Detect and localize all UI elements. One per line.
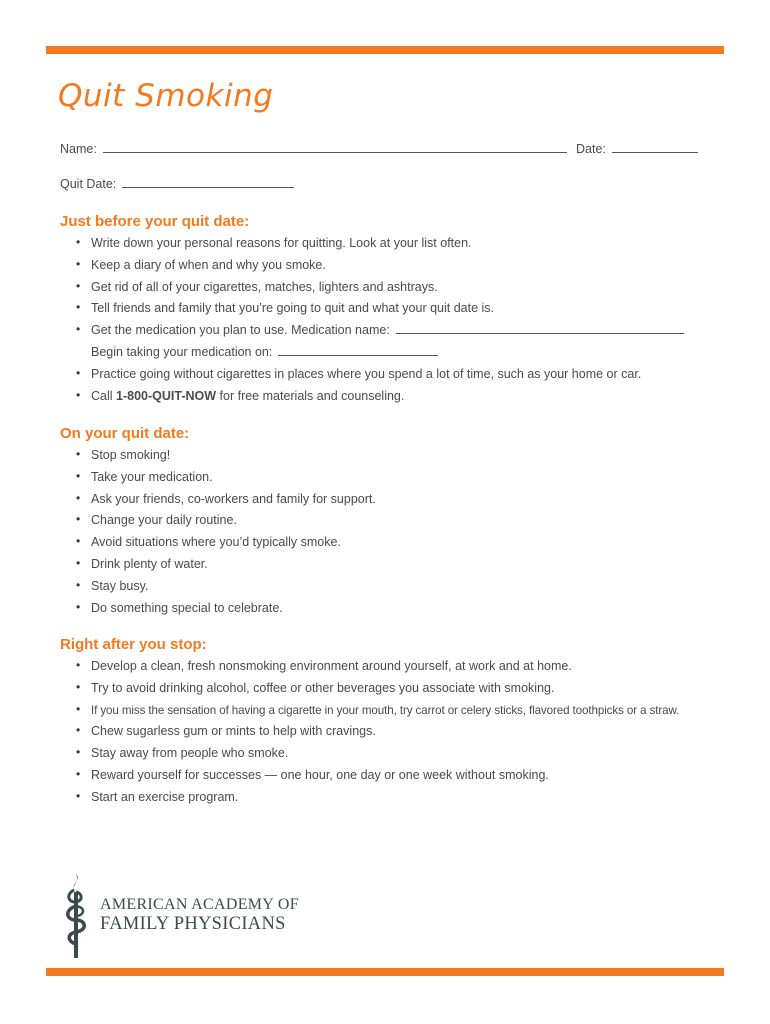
page-title: Quit Smoking: [58, 78, 274, 114]
list-item: • If you miss the sensation of having a cigarette in your mouth, try carrot or celery sticks, flavored toothpicks or a straw.: [76, 700, 679, 722]
bullet-icon: •: [76, 788, 81, 803]
list-item: • Practice going without cigarettes in places where you spend a lot of time, such as your home or car.: [76, 364, 684, 386]
list-item: • Ask your friends, co-workers and family for support.: [76, 489, 376, 511]
name-line[interactable]: [103, 142, 567, 153]
medication-name-line[interactable]: [396, 323, 684, 334]
list-on: [76, 445, 376, 619]
list-item: Begin taking your medication on:: [76, 342, 684, 364]
top-accent-bar: [46, 46, 724, 54]
list-item: • Get rid of all of your cigarettes, matches, lighters and ashtrays.: [76, 277, 684, 299]
name-label: Name:: [60, 142, 97, 156]
list-item: • Write down your personal reasons for quitting. Look at your list often.: [76, 233, 684, 255]
aafp-logo: [62, 872, 302, 962]
bullet-icon: •: [76, 447, 81, 461]
name-field[interactable]: [60, 142, 567, 156]
quitline-number: 1-800-QUIT-NOW: [116, 388, 217, 403]
bullet-icon: •: [76, 701, 81, 716]
bullet-icon: •: [76, 679, 81, 694]
list-item: • Keep a diary of when and why you smoke.: [76, 255, 684, 277]
bullet-icon: •: [76, 278, 81, 293]
logo-line-1: AMERICAN ACADEMY OF: [100, 896, 299, 913]
bullet-icon: •: [76, 555, 81, 570]
date-label: Date:: [576, 142, 606, 156]
list-item: • Tell friends and family that you’re going to quit and what your quit date is.: [76, 298, 684, 320]
section-heading-before: Just before your quit date:: [60, 213, 250, 230]
bullet-icon: •: [76, 658, 81, 672]
bullet-icon: •: [76, 300, 81, 315]
medication-start-line[interactable]: [278, 345, 438, 356]
list-item: • Take your medication.: [76, 467, 376, 489]
list-item: • Stay away from people who smoke.: [76, 743, 679, 765]
list-item: • Change your daily routine.: [76, 510, 376, 532]
caduceus-flame-icon: [62, 872, 96, 960]
bullet-icon: •: [76, 387, 81, 402]
bullet-icon: •: [76, 468, 81, 483]
list-item: • Chew sugarless gum or mints to help with cravings.: [76, 721, 679, 743]
bullet-icon: •: [76, 322, 81, 337]
quit-date-line[interactable]: [122, 177, 294, 188]
bullet-icon: •: [76, 577, 81, 592]
date-field[interactable]: [576, 142, 698, 156]
bullet-icon: •: [76, 512, 81, 527]
section-heading-after: Right after you stop:: [60, 636, 207, 653]
list-item: • Stay busy.: [76, 576, 376, 598]
bullet-icon: •: [76, 599, 81, 614]
bullet-icon: •: [76, 534, 81, 549]
list-before: [76, 233, 684, 407]
quit-date-field[interactable]: [60, 177, 294, 191]
list-after: [76, 656, 679, 809]
list-item: • Avoid situations where you’d typically smoke.: [76, 532, 376, 554]
list-item: • Develop a clean, fresh nonsmoking environment around yourself, at work and at home.: [76, 656, 679, 678]
logo-line-2: FAMILY PHYSICIANS: [100, 914, 286, 934]
list-item: • Start an exercise program.: [76, 787, 679, 809]
bullet-icon: •: [76, 745, 81, 760]
bullet-icon: •: [76, 490, 81, 505]
bullet-icon: •: [76, 723, 81, 738]
list-item: • Do something special to celebrate.: [76, 598, 376, 620]
bullet-icon: •: [76, 766, 81, 781]
quit-date-label: Quit Date:: [60, 177, 117, 191]
section-heading-on: On your quit date:: [60, 425, 190, 442]
bottom-accent-bar: [46, 968, 724, 976]
bullet-icon: •: [76, 235, 81, 249]
list-item: • Stop smoking!: [76, 445, 376, 467]
bullet-icon: •: [76, 256, 81, 271]
list-item: • Call 1-800-QUIT-NOW for free materials and counseling.: [76, 386, 684, 408]
date-line[interactable]: [612, 142, 698, 153]
list-item: • Drink plenty of water.: [76, 554, 376, 576]
list-item: • Get the medication you plan to use. Medication name:: [76, 320, 684, 342]
bullet-icon: •: [76, 365, 81, 380]
list-item: • Try to avoid drinking alcohol, coffee or other beverages you associate with smoking.: [76, 678, 679, 700]
list-item: • Reward yourself for successes — one hour, one day or one week without smoking.: [76, 765, 679, 787]
